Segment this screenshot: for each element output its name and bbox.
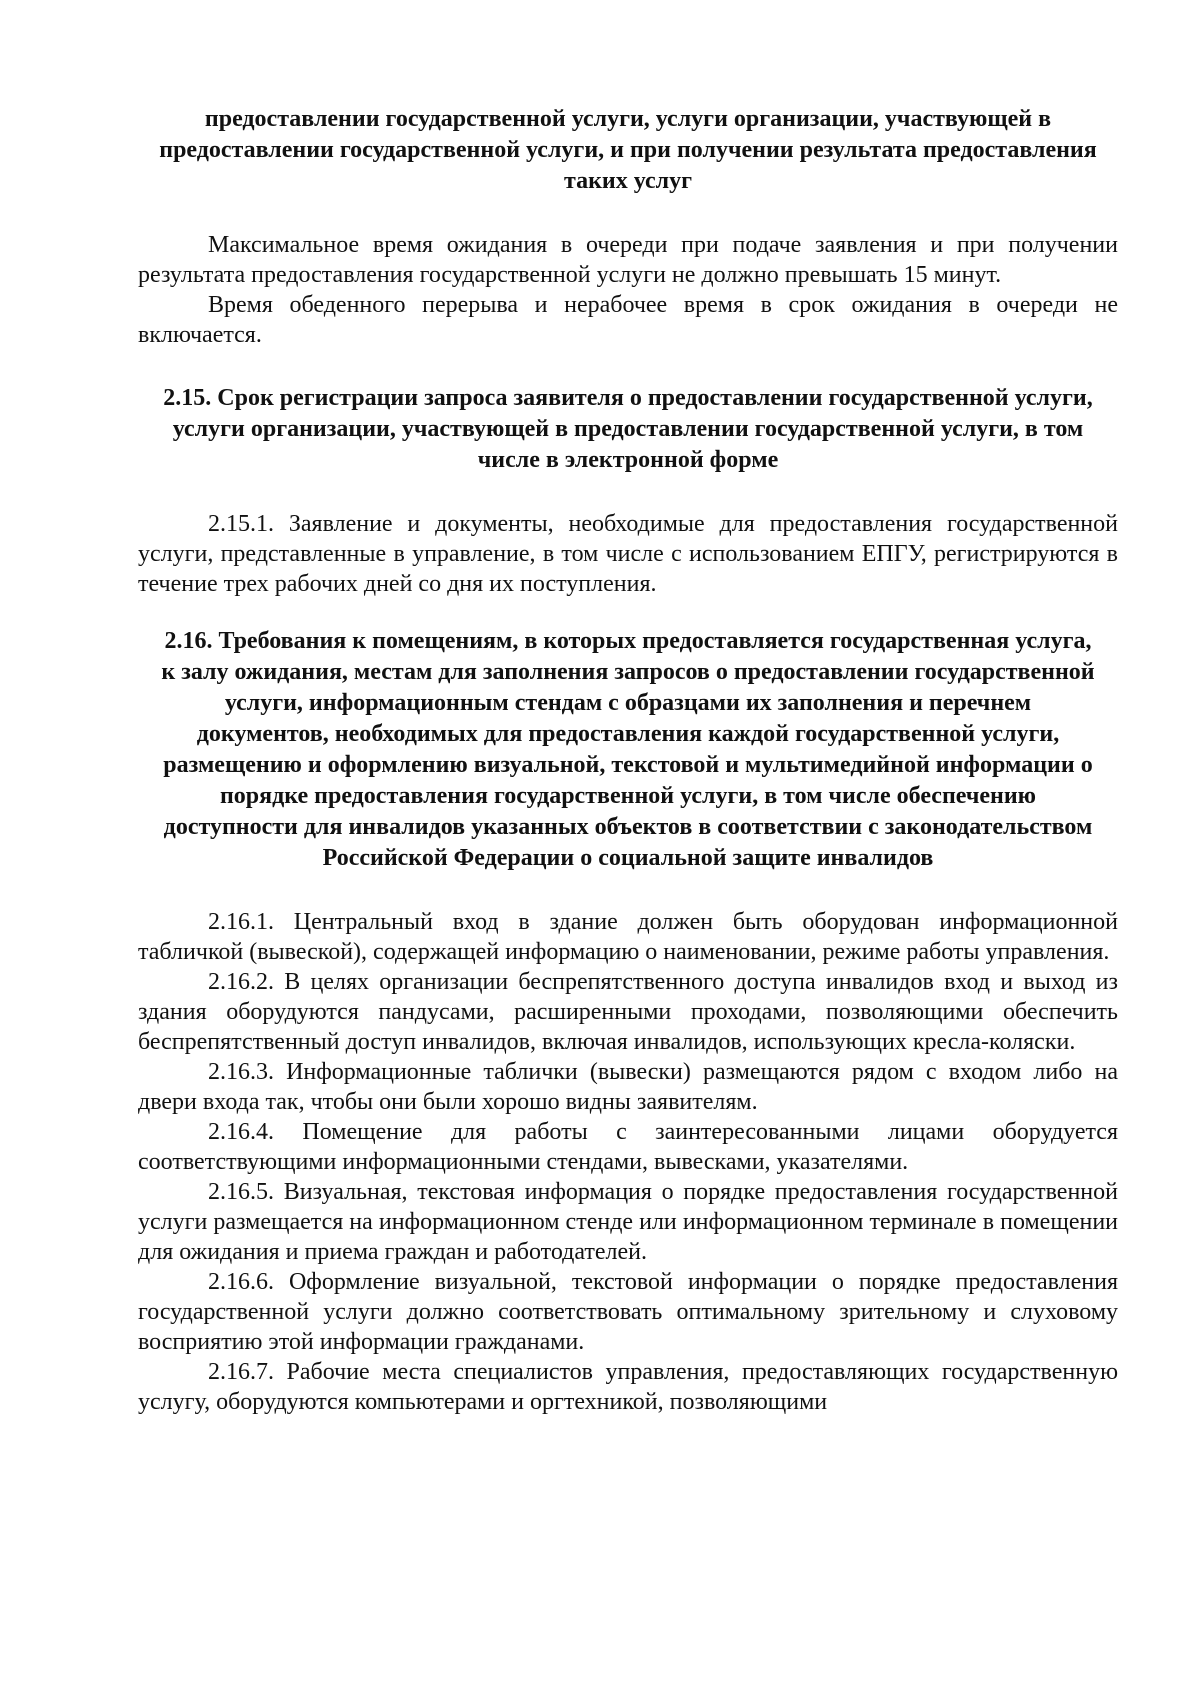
paragraph-2-16-6: 2.16.6. Оформление визуальной, текстовой информации о порядке предоставления государственной услуги должно соответствовать оптимальному зрительному и слуховому восприятию этой информации гражданами. (138, 1269, 1118, 1355)
section-heading-2-15: 2.15. Срок регистрации запроса заявителя о предоставлении государственной услуги, услуги организации, участвующей в предоставлении государственной услуги, в том числе в электронной форме (163, 385, 1093, 473)
paragraph-2-16-5: 2.16.5. Визуальная, текстовая информация о порядке предоставления государственной услуги размещается на информационном стенде или информационном терминале в помещении для ожидания и приема граждан и работодателей. (138, 1179, 1118, 1265)
paragraph-2-16-4: 2.16.4. Помещение для работы с заинтересованными лицами оборудуется соответствующими информационными стендами, вывесками, указателями. (138, 1119, 1118, 1175)
section-heading-2-16: 2.16. Требования к помещениям, в которых предоставляется государственная услуга, к залу ожидания, местам для заполнения запросов о предоставлении государственной услуги, информационным стендам с образцами их заполнения и перечнем документов, необходимых для предоставления каждой государственной услуги, размещению и оформлению визуальной, текстовой и мультимедийной информации о порядке предоставления государственной услуги, в том числе обеспечению доступности для инвалидов указанных объектов в соответствии с законодательством Российской Федерации о социальной защите инвалидов (161, 628, 1095, 871)
paragraph-2-16-3: 2.16.3. Информационные таблички (вывески) размещаются рядом с входом либо на двери входа так, чтобы они были хорошо видны заявителям. (138, 1059, 1118, 1115)
paragraph: Время обеденного перерыва и нерабочее время в срок ожидания в очереди не включается. (138, 292, 1118, 348)
section-heading-continuation: предоставлении государственной услуги, услуги организации, участвующей в предоставлении государственной услуги, и при получении результата предоставления таких услуг (159, 106, 1097, 194)
paragraph-2-16-7: 2.16.7. Рабочие места специалистов управления, предоставляющих государственную услугу, оборудуются компьютерами и оргтехникой, позволяющими (138, 1359, 1118, 1415)
paragraph-2-16-1: 2.16.1. Центральный вход в здание должен быть оборудован информационной табличкой (вывеской), содержащей информацию о наименовании, режиме работы управления. (138, 909, 1118, 965)
paragraph-2-16-2: 2.16.2. В целях организации беспрепятственного доступа инвалидов вход и выход из здания оборудуются пандусами, расширенными проходами, позволяющими обеспечить беспрепятственный доступ инвалидов, включая инвалидов, использующих кресла-коляски. (138, 969, 1118, 1055)
paragraph: Максимальное время ожидания в очереди при подаче заявления и при получении результата предоставления государственной услуги не должно превышать 15 минут. (138, 232, 1118, 288)
document-body (138, 104, 1118, 1417)
paragraph-2-15-1: 2.15.1. Заявление и документы, необходимые для предоставления государственной услуги, представленные в управление, в том числе с использованием ЕПГУ, регистрируются в течение трех рабочих дней со дня их поступления. (138, 511, 1118, 597)
